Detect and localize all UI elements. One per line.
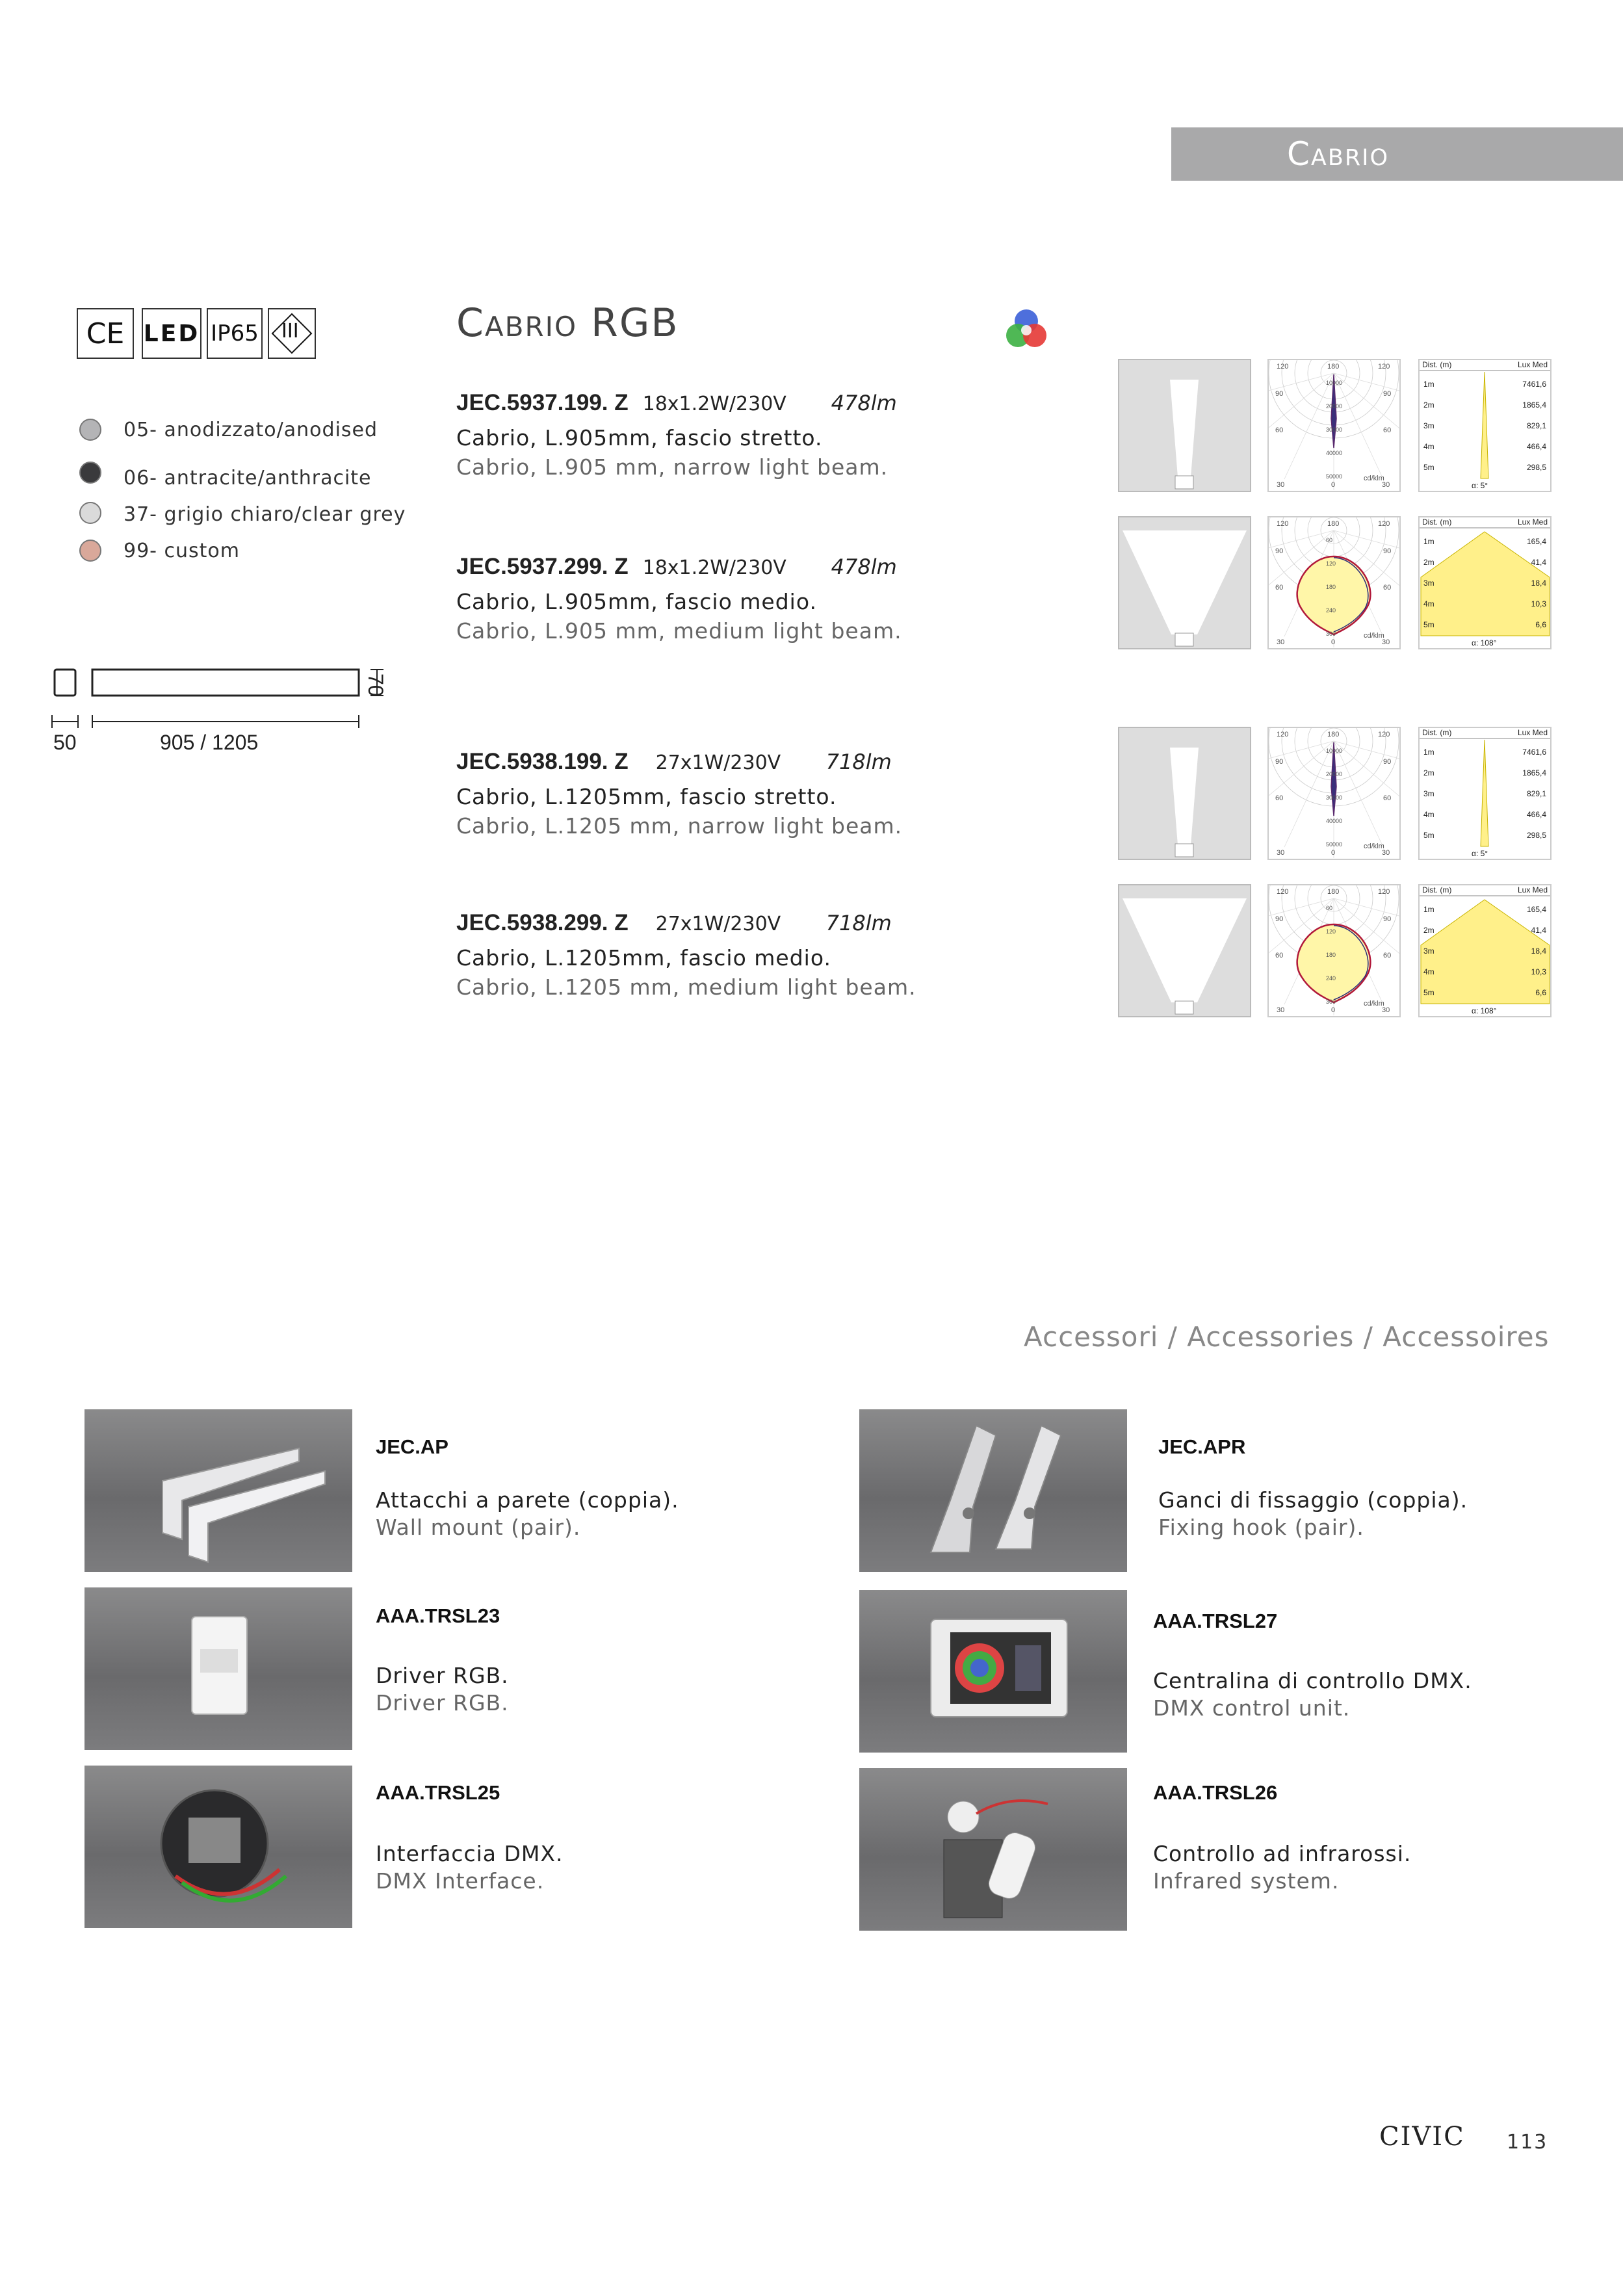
ce-mark-label: CE (86, 317, 125, 350)
class-iii-label: III (281, 320, 299, 343)
polar-axis-label: cd/klm (1364, 842, 1384, 850)
lux-distance: 4m (1423, 599, 1435, 608)
lux-distance: 1m (1423, 537, 1435, 546)
lux-header-distance: Dist. (m) (1422, 885, 1452, 894)
class-iii-icon (268, 308, 316, 359)
lux-value: 18,4 (1531, 579, 1546, 588)
polar-axis-label: 90 (1275, 915, 1284, 923)
polar-axis-label: 60 (1383, 584, 1392, 592)
accessory-desc-it: Centralina di controllo DMX. (1153, 1668, 1472, 1693)
lux-value: 10,3 (1531, 599, 1546, 608)
dmx-interface-illustration (84, 1766, 352, 1928)
product-spec: 18x1.2W/230V (642, 556, 786, 579)
beam-angle-label: α: 5° (1472, 481, 1488, 490)
polar-axis-label: cd/klm (1364, 475, 1384, 482)
lux-header-value: Lux Med (1517, 517, 1548, 527)
product-desc-en: Cabrio, L.905 mm, medium light beam. (456, 618, 902, 644)
polar-axis-label: 60 (1275, 794, 1284, 802)
polar-scale-label: 30000 (1326, 426, 1343, 433)
finish-label: 37- grigio chiaro/clear grey (123, 503, 406, 526)
lux-distance: 1m (1423, 748, 1435, 757)
accessory-desc-en: DMX Interface. (376, 1868, 545, 1894)
polar-scale-label: 120 (1326, 928, 1336, 935)
finish-swatch-anodised (79, 419, 101, 441)
accessory-desc-en: Driver RGB. (376, 1690, 509, 1715)
polar-scale-label: 300 (1326, 998, 1336, 1005)
lux-value: 466,4 (1526, 442, 1546, 451)
polar-axis-label: 60 (1275, 584, 1284, 592)
product-entry (456, 910, 1015, 1000)
lux-distance: 2m (1423, 768, 1435, 777)
dmx-control-unit-illustration (859, 1590, 1127, 1753)
product-code: JEC.5938.299. Z (456, 910, 629, 935)
polar-diagram (1267, 516, 1401, 649)
beam-visual (1118, 727, 1251, 860)
polar-axis-label: 120 (1378, 363, 1390, 371)
lux-distance: 3m (1423, 421, 1435, 430)
polar-scale-label: 60 (1326, 905, 1333, 911)
polar-axis-label: 90 (1383, 547, 1392, 555)
accessory-code: AAA.TRSL27 (1153, 1610, 1278, 1632)
beam-angle-label: α: 5° (1472, 849, 1488, 858)
beam-cone-icon (1119, 517, 1250, 648)
polar-axis-label: 30 (1382, 638, 1390, 646)
ip65-label: IP65 (211, 320, 259, 346)
lux-distance: 5m (1423, 620, 1435, 629)
lux-header-distance: Dist. (m) (1422, 728, 1452, 737)
lux-distance: 3m (1423, 579, 1435, 588)
polar-scale-label: 180 (1326, 952, 1336, 958)
accessory-desc-it: Interfaccia DMX. (376, 1841, 564, 1866)
polar-axis-label: 30 (1277, 1006, 1285, 1014)
polar-axis-label: 120 (1277, 363, 1289, 371)
beam-cone-icon (1119, 728, 1250, 859)
beam-visual (1118, 884, 1251, 1017)
lux-distance: 2m (1423, 926, 1435, 935)
fixing-hook-image (859, 1409, 1127, 1572)
dimension-height: 70 (364, 673, 387, 697)
lux-value: 6,6 (1535, 988, 1546, 997)
polar-axis-label: 90 (1383, 758, 1392, 766)
polar-axis-label: 60 (1275, 426, 1284, 434)
polar-axis-label: 120 (1378, 888, 1390, 896)
polar-scale-label: 10000 (1326, 748, 1343, 754)
polar-axis-label: cd/klm (1364, 1000, 1384, 1008)
lux-header-distance: Dist. (m) (1422, 517, 1452, 527)
polar-axis-label: 30 (1382, 849, 1390, 857)
driver-rgb-image (84, 1587, 352, 1750)
polar-axis-label: 180 (1327, 888, 1340, 896)
driver-illustration (84, 1587, 352, 1750)
lux-value: 829,1 (1526, 789, 1546, 798)
lux-value: 466,4 (1526, 810, 1546, 819)
product-desc-en: Cabrio, L.905 mm, narrow light beam. (456, 454, 889, 480)
accessory-desc-it: Ganci di fissaggio (coppia). (1158, 1487, 1468, 1513)
polar-axis-label: 120 (1378, 520, 1390, 528)
polar-axis-label: 60 (1383, 794, 1392, 802)
accessory-desc-en: DMX control unit. (1153, 1695, 1351, 1721)
lux-distance: 4m (1423, 810, 1435, 819)
polar-scale-label: 20000 (1326, 771, 1343, 777)
polar-axis-label: 60 (1275, 952, 1284, 959)
lux-table (1418, 359, 1552, 492)
polar-scale-label: 120 (1326, 560, 1336, 567)
polar-axis-label: 90 (1383, 390, 1392, 398)
polar-axis-label: 0 (1331, 849, 1336, 857)
accessory-code: AAA.TRSL23 (376, 1604, 500, 1627)
lux-header-value: Lux Med (1517, 885, 1548, 894)
lux-value: 298,5 (1526, 463, 1546, 472)
polar-axis-label: 30 (1277, 638, 1285, 646)
polar-axis-label: 90 (1275, 390, 1284, 398)
accessory-desc-en: Wall mount (pair). (376, 1515, 581, 1540)
dmx-control-unit-image (859, 1590, 1127, 1753)
lux-value: 165,4 (1526, 905, 1546, 914)
beam-cone-icon (1119, 360, 1250, 491)
finish-swatch-custom (79, 540, 101, 562)
product-desc-it: Cabrio, L.1205mm, fascio stretto. (456, 784, 837, 809)
accessory-code: AAA.TRSL25 (376, 1781, 500, 1804)
dimension-length: 905 / 1205 (160, 731, 259, 754)
lux-distance: 2m (1423, 400, 1435, 410)
infrared-system-illustration (859, 1768, 1127, 1931)
polar-axis-label: cd/klm (1364, 632, 1384, 640)
polar-diagram (1267, 727, 1401, 860)
lux-distance: 3m (1423, 789, 1435, 798)
product-desc-it: Cabrio, L.905mm, fascio medio. (456, 589, 817, 614)
product-entry (456, 390, 1015, 480)
lux-distance: 5m (1423, 463, 1435, 472)
lux-table (1418, 884, 1552, 1017)
accessory-code: AAA.TRSL26 (1153, 1781, 1278, 1804)
polar-axis-label: 180 (1327, 520, 1340, 528)
lux-table (1418, 516, 1552, 649)
lux-distance: 2m (1423, 558, 1435, 567)
lux-value: 7461,6 (1522, 380, 1546, 389)
polar-scale-label: 40000 (1326, 818, 1343, 824)
fixing-hook-illustration (859, 1409, 1127, 1572)
product-entry (456, 554, 1015, 644)
polar-scale-label: 40000 (1326, 450, 1343, 456)
accessory-code: JEC.AP (376, 1435, 448, 1458)
ip65-icon (207, 308, 263, 359)
led-label: LED (143, 320, 200, 347)
lux-distance: 4m (1423, 442, 1435, 451)
beam-cone-icon (1119, 885, 1250, 1016)
product-spec: 27x1W/230V (655, 751, 781, 774)
product-spec: 27x1W/230V (655, 913, 781, 935)
polar-axis-label: 30 (1382, 1006, 1390, 1014)
polar-scale-label: 20000 (1326, 403, 1343, 410)
polar-axis-label: 120 (1277, 520, 1289, 528)
polar-scale-label: 180 (1326, 584, 1336, 590)
lux-value: 1865,4 (1522, 768, 1546, 777)
accessories-heading: Accessori / Accessories / Accessoires (1024, 1321, 1550, 1353)
finish-label: 05- anodizzato/anodised (123, 419, 378, 441)
ce-mark-icon (77, 308, 134, 359)
finish-swatch-anthracite (79, 462, 101, 484)
dmx-interface-image (84, 1766, 352, 1928)
lux-value: 18,4 (1531, 946, 1546, 956)
polar-axis-label: 0 (1331, 1006, 1336, 1014)
polar-axis-label: 120 (1277, 731, 1289, 738)
product-title: Cabrio RGB (456, 300, 679, 346)
product-desc-en: Cabrio, L.1205 mm, narrow light beam. (456, 813, 903, 839)
polar-axis-label: 90 (1383, 915, 1392, 923)
product-desc-it: Cabrio, L.905mm, fascio stretto. (456, 425, 823, 450)
polar-axis-label: 90 (1275, 547, 1284, 555)
beam-visual (1118, 359, 1251, 492)
polar-scale-label: 300 (1326, 631, 1336, 637)
polar-axis-label: 30 (1382, 481, 1390, 489)
led-icon (142, 308, 201, 359)
polar-axis-label: 180 (1327, 363, 1340, 371)
polar-scale-label: 60 (1326, 537, 1333, 543)
lux-value: 165,4 (1526, 537, 1546, 546)
product-lumen: 718lm (825, 750, 892, 774)
polar-axis-label: 90 (1275, 758, 1284, 766)
brand-logo: CIVIC (1379, 2122, 1465, 2152)
product-spec: 18x1.2W/230V (642, 393, 786, 415)
rgb-icon (1002, 307, 1050, 352)
accessory-code: JEC.APR (1158, 1435, 1246, 1458)
beam-angle-label: α: 108° (1472, 1006, 1497, 1015)
finish-label: 99- custom (123, 540, 240, 562)
product-code: JEC.5937.199. Z (456, 390, 629, 415)
polar-scale-label: 240 (1326, 975, 1336, 982)
product-lumen: 478lm (831, 391, 897, 415)
finish-swatch-clear-grey (79, 502, 101, 524)
product-entry (456, 749, 1015, 839)
lux-value: 10,3 (1531, 967, 1546, 976)
lux-header-value: Lux Med (1517, 728, 1548, 737)
lux-table (1418, 727, 1552, 860)
lux-distance: 1m (1423, 905, 1435, 914)
wall-mount-image (84, 1409, 352, 1572)
polar-axis-label: 60 (1383, 426, 1392, 434)
product-lumen: 718lm (825, 911, 892, 935)
lux-distance: 1m (1423, 380, 1435, 389)
polar-scale-label: 30000 (1326, 794, 1343, 801)
lux-value: 41,4 (1531, 558, 1546, 567)
lux-distance: 5m (1423, 831, 1435, 840)
polar-axis-label: 120 (1277, 888, 1289, 896)
lux-value: 6,6 (1535, 620, 1546, 629)
product-code: JEC.5938.199. Z (456, 749, 629, 774)
polar-scale-label: 240 (1326, 607, 1336, 614)
product-code: JEC.5937.299. Z (456, 554, 629, 579)
accessory-desc-it: Driver RGB. (376, 1663, 509, 1688)
polar-axis-label: 0 (1331, 481, 1336, 489)
lux-value: 298,5 (1526, 831, 1546, 840)
lux-distance: 4m (1423, 967, 1435, 976)
product-desc-en: Cabrio, L.1205 mm, medium light beam. (456, 974, 916, 1000)
accessory-desc-en: Fixing hook (pair). (1158, 1515, 1364, 1540)
beam-angle-label: α: 108° (1472, 638, 1497, 647)
section-title-band: Cabrio (1171, 127, 1623, 181)
polar-scale-label: 50000 (1326, 841, 1343, 848)
product-desc-it: Cabrio, L.1205mm, fascio medio. (456, 945, 831, 971)
polar-axis-label: 120 (1378, 731, 1390, 738)
product-lumen: 478lm (831, 554, 897, 579)
lux-value: 41,4 (1531, 926, 1546, 935)
polar-axis-label: 180 (1327, 731, 1340, 738)
accessory-desc-en: Infrared system. (1153, 1868, 1340, 1894)
polar-axis-label: 30 (1277, 481, 1285, 489)
polar-diagram (1267, 359, 1401, 492)
lux-value: 1865,4 (1522, 400, 1546, 410)
infrared-system-image (859, 1768, 1127, 1931)
polar-scale-label: 10000 (1326, 380, 1343, 386)
lux-distance: 3m (1423, 946, 1435, 956)
wall-mount-illustration (84, 1409, 352, 1572)
finish-label: 06- antracite/anthracite (123, 467, 372, 489)
beam-visual (1118, 516, 1251, 649)
polar-axis-label: 30 (1277, 849, 1285, 857)
accessory-desc-it: Controllo ad infrarossi. (1153, 1841, 1412, 1866)
lux-value: 7461,6 (1522, 748, 1546, 757)
lux-header-value: Lux Med (1517, 360, 1548, 369)
lux-value: 829,1 (1526, 421, 1546, 430)
polar-axis-label: 60 (1383, 952, 1392, 959)
accessory-desc-it: Attacchi a parete (coppia). (376, 1487, 679, 1513)
lux-header-distance: Dist. (m) (1422, 360, 1452, 369)
lux-distance: 5m (1423, 988, 1435, 997)
polar-axis-label: 0 (1331, 638, 1336, 646)
page-number: 113 (1507, 2131, 1548, 2154)
polar-diagram (1267, 884, 1401, 1017)
dimension-width: 50 (53, 731, 77, 754)
polar-scale-label: 50000 (1326, 473, 1343, 480)
